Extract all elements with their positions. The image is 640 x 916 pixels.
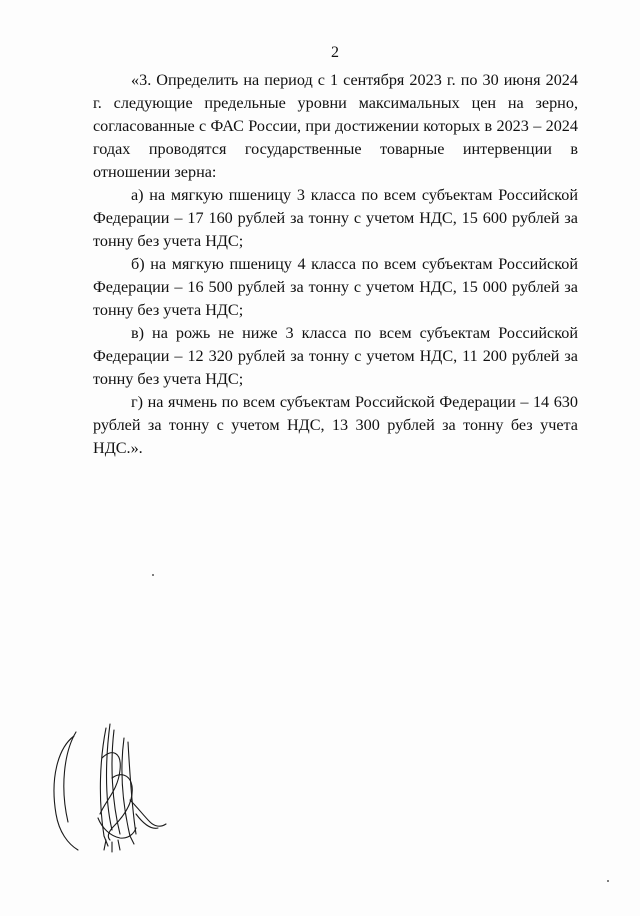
paragraph-item-c: в) на рожь не ниже 3 класса по всем субъектам Российской Федерации – 12 320 рублей за тонну с учетом НДС, 11 200 рублей за тонну без учета НДС; [93,324,578,388]
paragraph-intro: «3. Определить на период с 1 сентября 2023 г. по 30 июня 2024 г. следующие предельные уровни максимальных цен на зерно, согласованные с ФАС России, при достижении которых в 2023 – 2024 годах проводятся государственные товарные интервенции в отношении зерна: [93,71,578,181]
handwritten-signature [40,718,180,858]
paragraph-item-d: г) на ячмень по всем субъектам Российской Федерации – 14 630 рублей за тонну с учетом НДС, 13 300 рублей за тонну без учета НДС.». [93,393,578,457]
document-body [93,69,578,460]
page-number: 2 [331,44,339,61]
paragraph-item-a: а) на мягкую пшеницу 3 класса по всем субъектам Российской Федерации – 17 160 рублей за тонну с учетом НДС, 15 600 рублей за тонну без учета НДС; [93,186,578,250]
scan-speck [152,574,154,576]
paragraph-item-b: б) на мягкую пшеницу 4 класса по всем субъектам Российской Федерации – 16 500 рублей за тонну с учетом НДС, 15 000 рублей за тонну без учета НДС; [93,255,578,319]
scan-speck [607,880,609,882]
